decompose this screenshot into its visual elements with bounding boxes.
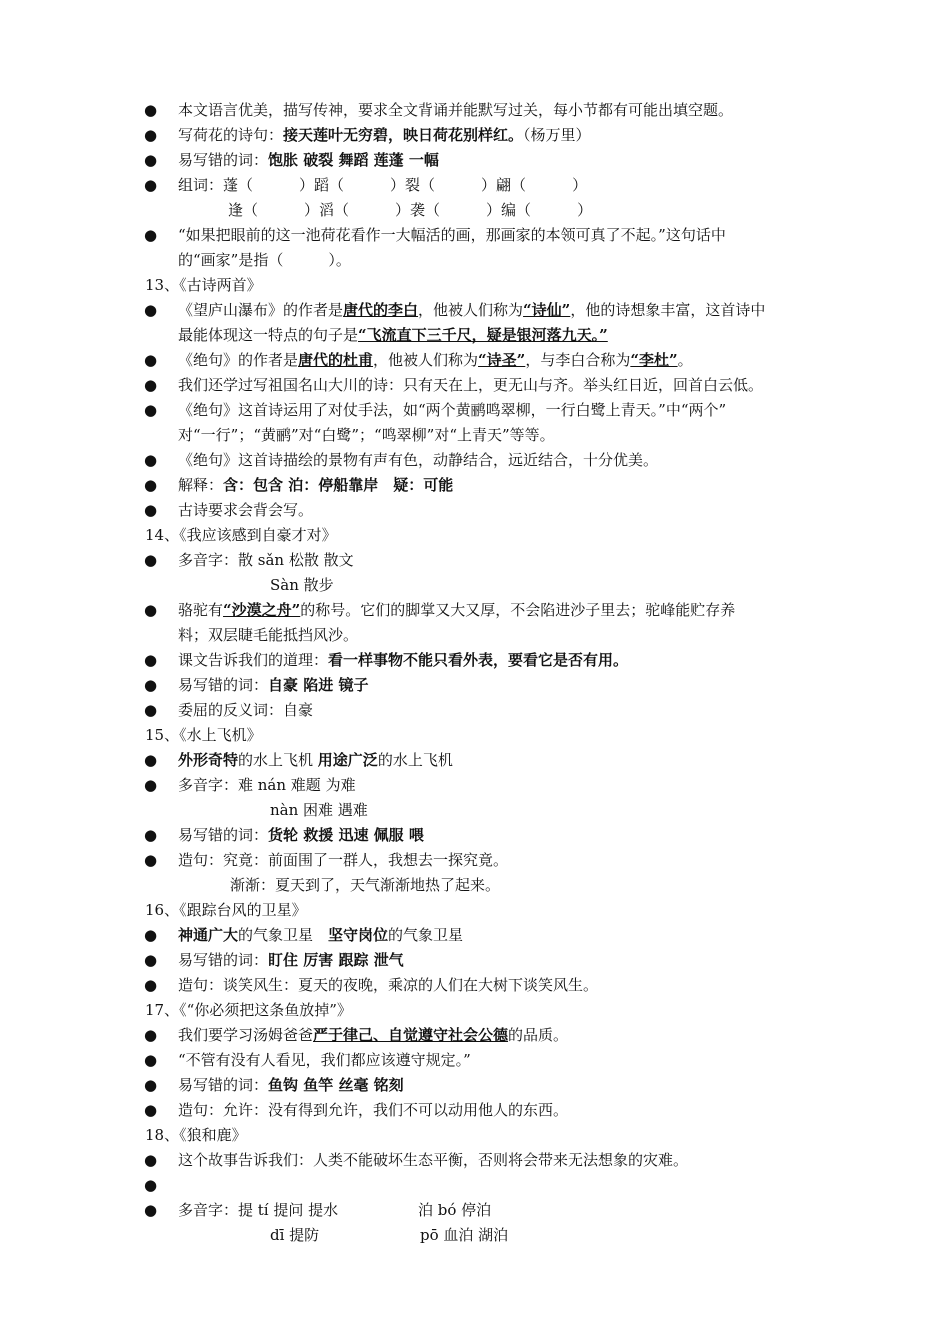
bullet xyxy=(144,973,164,998)
text-line xyxy=(178,823,818,848)
text-span: 易写错的词： xyxy=(178,676,269,694)
bullet xyxy=(144,848,164,873)
text-line xyxy=(178,973,818,998)
text-line xyxy=(178,98,818,123)
bullet xyxy=(144,673,164,698)
text-span: 泊 bó 停泊 xyxy=(418,1201,492,1219)
text-line xyxy=(178,748,818,773)
bullet xyxy=(144,648,164,673)
bullet xyxy=(144,123,164,148)
text-line xyxy=(178,348,818,373)
text-line xyxy=(178,223,818,248)
text-line xyxy=(178,773,818,798)
section-heading-16 xyxy=(145,898,785,923)
bullet xyxy=(144,498,164,523)
text-line xyxy=(270,573,910,598)
text-span: ） xyxy=(577,201,593,219)
text-span: 易写错的词： xyxy=(178,151,269,169)
bullet xyxy=(144,598,164,623)
text-line xyxy=(178,373,818,398)
underlined-text: 严于律己、自觉遵守社会公德 xyxy=(313,1026,509,1044)
bold-text: 含：包含 泊：停船靠岸 疑：可能 xyxy=(223,476,454,494)
text-span: 的称号。它们的脚掌又大又厚，不会陷进沙子里去；驼峰能贮存养 xyxy=(300,601,736,619)
text-span: ）翩（ xyxy=(481,176,527,194)
text-span: dī 提防 xyxy=(270,1226,320,1244)
bullet xyxy=(144,1073,164,1098)
text-span: 组词：蓬（ xyxy=(178,176,254,194)
bold-text: 用途广泛 xyxy=(317,751,378,769)
text-line xyxy=(420,1223,720,1248)
text-span: “不管有没有人看见，我们都应该遵守规定。” xyxy=(178,1051,471,1069)
bullet xyxy=(144,173,164,198)
text-line xyxy=(230,873,870,898)
text-span: 多音字：提 tí 提问 提水 xyxy=(178,1201,339,1219)
bullet xyxy=(144,448,164,473)
text-span: ）裂（ xyxy=(390,176,436,194)
text-span: 造句：究竟：前面围了一群人，我想去一探究竟。 xyxy=(178,851,509,869)
text-line xyxy=(418,1198,718,1223)
text-span: ） xyxy=(572,176,588,194)
text-span: 14、《我应该感到自豪才对》 xyxy=(145,526,337,544)
bullet xyxy=(144,1098,164,1123)
text-span: 写荷花的诗句： xyxy=(178,126,284,144)
bullet xyxy=(144,948,164,973)
text-span: ，他的诗想象丰富，这首诗中 xyxy=(570,301,766,319)
bullet xyxy=(144,748,164,773)
text-span: 。 xyxy=(677,351,693,369)
text-line xyxy=(178,1098,818,1123)
bullet xyxy=(144,398,164,423)
text-line xyxy=(178,623,818,648)
text-span: （杨万里） xyxy=(523,126,591,144)
bullet xyxy=(144,698,164,723)
text-line xyxy=(178,298,818,323)
text-span: pō 血泊 湖泊 xyxy=(420,1226,509,1244)
text-span: 16、《跟踪台风的卫星》 xyxy=(145,901,307,919)
text-line xyxy=(178,673,818,698)
text-line xyxy=(178,1148,818,1173)
text-span: 易写错的词： xyxy=(178,951,269,969)
text-line xyxy=(178,498,818,523)
text-span: 《绝句》这首诗描绘的景物有声有色，动静结合，远近结合，十分优美。 xyxy=(178,451,659,469)
bullet xyxy=(144,1023,164,1048)
text-span: 18、《狼和鹿》 xyxy=(145,1126,247,1144)
text-span: 易写错的词： xyxy=(178,826,269,844)
bullet xyxy=(144,923,164,948)
text-span: 多音字：散 sǎn 松散 散文 xyxy=(178,551,354,569)
underlined-text: “诗圣” xyxy=(478,351,526,369)
text-line xyxy=(270,798,910,823)
text-span: ，他被人们称为 xyxy=(373,351,479,369)
word-group-line xyxy=(178,173,818,198)
text-line xyxy=(178,848,818,873)
text-line xyxy=(178,448,818,473)
text-span: 的气象卫星 xyxy=(388,926,464,944)
text-span: 我们还学过写祖国名山大川的诗：只有天在上，更无山与齐。举头红日近，回首白云低。 xyxy=(178,376,764,394)
bullet xyxy=(144,348,164,373)
text-span: Sàn 散步 xyxy=(270,576,334,594)
text-span: 的水上飞机 xyxy=(238,751,318,769)
text-span: 对“一行”；“黄鹂”对“白鹭”；“鸣翠柳”对“上青天”等等。 xyxy=(178,426,555,444)
text-span: 的“画家”是指（ ）。 xyxy=(178,251,351,269)
text-span: 13、《古诗两首》 xyxy=(145,276,262,294)
text-span: 课文告诉我们的道理： xyxy=(178,651,329,669)
text-span: 的水上飞机 xyxy=(377,751,453,769)
text-span: 17、《“你必须把这条鱼放掉”》 xyxy=(145,1001,352,1019)
text-span: 易写错的词： xyxy=(178,1076,269,1094)
bullet xyxy=(144,223,164,248)
text-span: 这个故事告诉我们：人类不能破坏生态平衡，否则将会带来无法想象的灾难。 xyxy=(178,1151,689,1169)
text-span: 渐渐：夏天到了，天气渐渐地热了起来。 xyxy=(230,876,501,894)
text-line xyxy=(178,423,818,448)
text-span: ，他被人们称为 xyxy=(418,301,524,319)
bullet xyxy=(144,98,164,123)
text-line xyxy=(178,148,818,173)
section-heading-18 xyxy=(145,1123,785,1148)
text-span: ）编（ xyxy=(486,201,532,219)
text-line xyxy=(178,1073,818,1098)
text-line xyxy=(178,698,818,723)
text-span: 料；双层睫毛能抵挡风沙。 xyxy=(178,626,359,644)
bullet xyxy=(144,1173,164,1198)
underlined-text: 唐代的杜甫 xyxy=(298,351,374,369)
section-heading-17 xyxy=(145,998,785,1023)
section-heading-14 xyxy=(145,523,785,548)
text-line xyxy=(178,923,818,948)
underlined-text: “飞流直下三千尺，疑是银河落九天。” xyxy=(358,326,608,344)
text-span: 最能体现这一特点的句子是 xyxy=(178,326,359,344)
text-line xyxy=(178,1048,818,1073)
text-span: 古诗要求会背会写。 xyxy=(178,501,314,519)
bold-text: 看一样事物不能只看外表，要看它是否有用。 xyxy=(328,651,629,669)
bullet xyxy=(144,1148,164,1173)
text-span: 的气象卫星 xyxy=(238,926,329,944)
text-span: “如果把眼前的这一池荷花看作一大幅活的画，那画家的本领可真了不起。”这句话中 xyxy=(178,226,726,244)
text-line xyxy=(178,598,818,623)
bullet xyxy=(144,298,164,323)
text-span: nàn 困难 遇难 xyxy=(270,801,368,819)
text-span: ）蹈（ xyxy=(299,176,345,194)
bold-text: 饱胀 破裂 舞蹈 莲蓬 一幅 xyxy=(268,151,439,169)
bullet xyxy=(144,773,164,798)
bold-text: 神通广大 xyxy=(178,926,239,944)
underlined-text: 唐代的李白 xyxy=(343,301,419,319)
text-span: 我们要学习汤姆爸爸 xyxy=(178,1026,314,1044)
bold-text: 坚守岗位 xyxy=(328,926,389,944)
bold-text: 接天莲叶无穷碧，映日荷花别样红。 xyxy=(283,126,524,144)
text-span: 《绝句》这首诗运用了对仗手法，如“两个黄鹂鸣翠柳，一行白鹭上青天。”中“两个” xyxy=(178,401,727,419)
text-line xyxy=(178,648,818,673)
text-line xyxy=(178,248,818,273)
section-heading-13 xyxy=(145,273,785,298)
bullet xyxy=(144,1198,164,1223)
bullet xyxy=(144,1048,164,1073)
word-group-line xyxy=(228,198,868,223)
text-line xyxy=(178,323,818,348)
text-span: 骆驼有 xyxy=(178,601,224,619)
bold-text: 自豪 陷进 镜子 xyxy=(268,676,369,694)
bullet xyxy=(144,823,164,848)
section-heading-15 xyxy=(145,723,785,748)
text-span: 本文语言优美，描写传神，要求全文背诵并能默写过关，每小节都有可能出填空题。 xyxy=(178,101,734,119)
text-span: ）袭（ xyxy=(395,201,441,219)
bold-text: 鱼钩 鱼竿 丝毫 铭刻 xyxy=(268,1076,404,1094)
text-line xyxy=(178,1023,818,1048)
bold-text: 外形奇特 xyxy=(178,751,239,769)
text-span: 委屈的反义词：自豪 xyxy=(178,701,314,719)
text-line xyxy=(178,548,818,573)
text-line xyxy=(178,948,818,973)
underlined-text: “李杜” xyxy=(630,351,678,369)
text-line xyxy=(178,398,818,423)
text-span: 解释： xyxy=(178,476,224,494)
bold-text: 盯住 厉害 跟踪 泄气 xyxy=(268,951,404,969)
bullet xyxy=(144,148,164,173)
text-span: 《绝句》的作者是 xyxy=(178,351,299,369)
bold-text: 货轮 救援 迅速 佩服 喂 xyxy=(268,826,424,844)
text-span: 《望庐山瀑布》的作者是 xyxy=(178,301,344,319)
underlined-text: “诗仙” xyxy=(523,301,571,319)
text-line xyxy=(178,473,818,498)
bullet xyxy=(144,473,164,498)
text-span: 逢（ xyxy=(228,201,259,219)
text-span: ）滔（ xyxy=(304,201,350,219)
text-line xyxy=(178,123,818,148)
bullet xyxy=(144,548,164,573)
underlined-text: “沙漠之舟” xyxy=(223,601,301,619)
text-span: 造句：谈笑风生：夏天的夜晚，乘凉的人们在大树下谈笑风生。 xyxy=(178,976,599,994)
text-span: 造句：允许：没有得到允许，我们不可以动用他人的东西。 xyxy=(178,1101,569,1119)
text-span: 的品质。 xyxy=(508,1026,569,1044)
text-span: 15、《水上飞机》 xyxy=(145,726,262,744)
text-span: ，与李白合称为 xyxy=(525,351,631,369)
text-line xyxy=(270,1223,410,1248)
text-span: 多音字：难 nán 难题 为难 xyxy=(178,776,356,794)
bullet xyxy=(144,373,164,398)
